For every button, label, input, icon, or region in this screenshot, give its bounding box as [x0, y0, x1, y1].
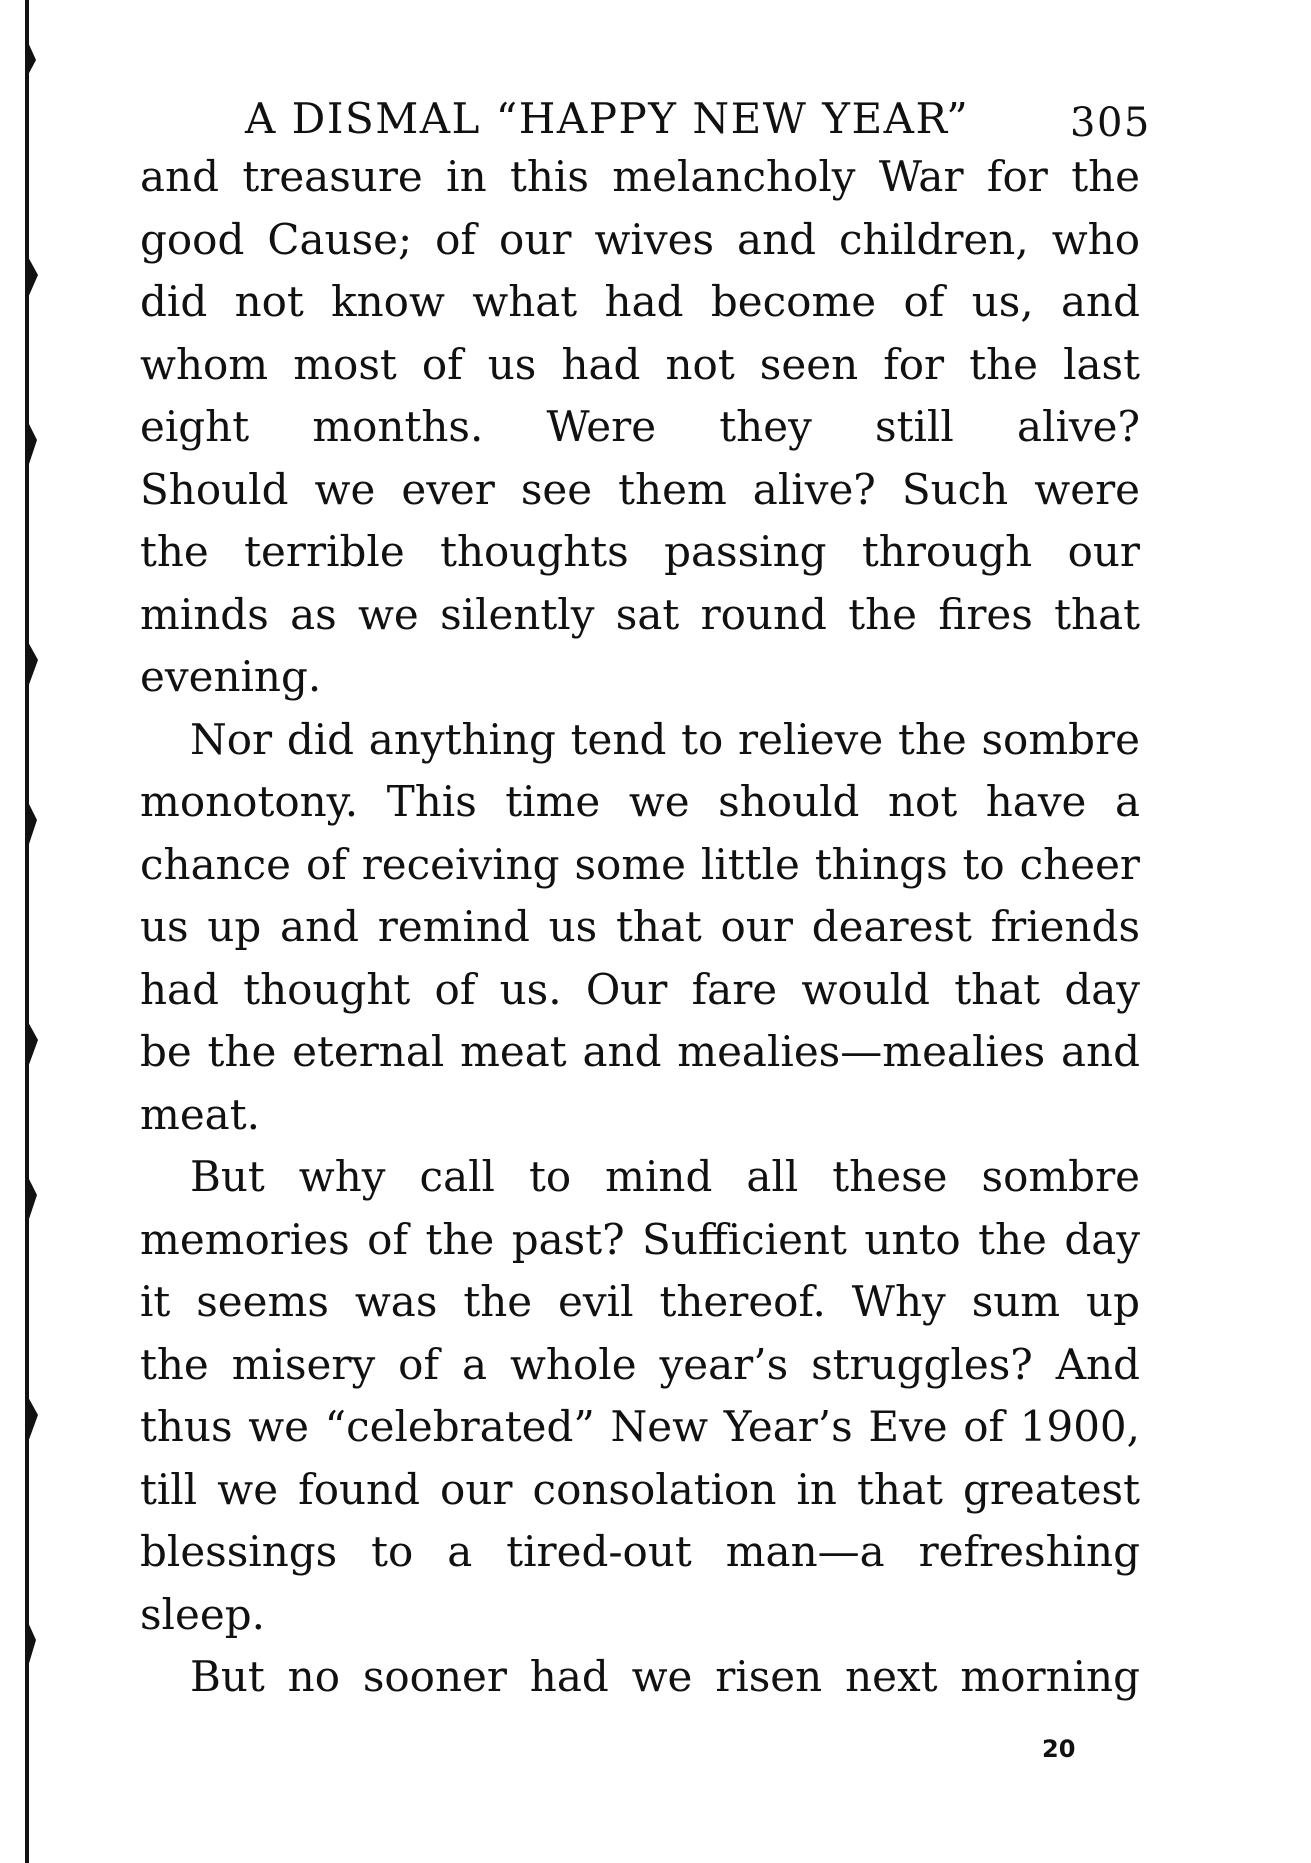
text-line: till we found our consolation in that greatest: [140, 1464, 1140, 1514]
text-line: blessings to a tired-out man—a refreshing: [140, 1527, 1140, 1576]
paragraph: [140, 1146, 1140, 1646]
text-line: But no sooner had we risen next morning: [190, 1652, 1140, 1701]
text-line: memories of the past? Sufficient unto the day: [140, 1214, 1140, 1264]
text-line: it seems was the evil thereof. Why sum up: [140, 1277, 1140, 1326]
paragraph: [140, 709, 1140, 1147]
paragraph: [140, 1646, 1140, 1709]
text-line: good Cause; of our wives and children, who: [140, 214, 1140, 264]
text-line: did not know what had become of us, and: [140, 277, 1140, 326]
page-number: 305: [1070, 100, 1151, 146]
text-line: monotony. This time we should not have a: [140, 777, 1140, 826]
text-line: thus we “celebrated” New Year’s Eve of 1900,: [140, 1402, 1140, 1451]
text-line: be the eternal meat and mealies—mealies and: [140, 1027, 1140, 1076]
text-line: Should we ever see them alive? Such were: [140, 464, 1140, 514]
running-title: A DISMAL “HAPPY NEW YEAR”: [245, 94, 970, 143]
text-line: had thought of us. Our fare would that day: [140, 964, 1140, 1014]
signature-mark: 20: [1042, 1735, 1076, 1763]
text-line: sleep.: [140, 1589, 265, 1639]
text-line: evening.: [140, 652, 322, 701]
page-text: [140, 80, 1151, 1709]
text-line: minds as we silently sat round the fires that: [140, 589, 1140, 639]
text-line: meat.: [140, 1089, 260, 1139]
text-line: eight months. Were they still alive?: [140, 402, 1140, 451]
binding-edge: [14, 0, 54, 1863]
text-line: But why call to mind all these sombre: [190, 1152, 1140, 1201]
page-body: [140, 146, 1140, 1709]
text-line: Nor did anything tend to relieve the sombre: [190, 714, 1140, 764]
running-head: [140, 80, 1151, 146]
text-line: chance of receiving some little things to cheer: [140, 839, 1140, 889]
text-line: us up and remind us that our dearest friends: [140, 902, 1140, 951]
text-line: the terrible thoughts passing through our: [140, 527, 1140, 576]
text-line: whom most of us had not seen for the last: [140, 339, 1140, 389]
text-line: the misery of a whole year’s struggles? And: [140, 1339, 1140, 1389]
text-line: and treasure in this melancholy War for the: [140, 152, 1140, 201]
paragraph: [140, 146, 1140, 709]
